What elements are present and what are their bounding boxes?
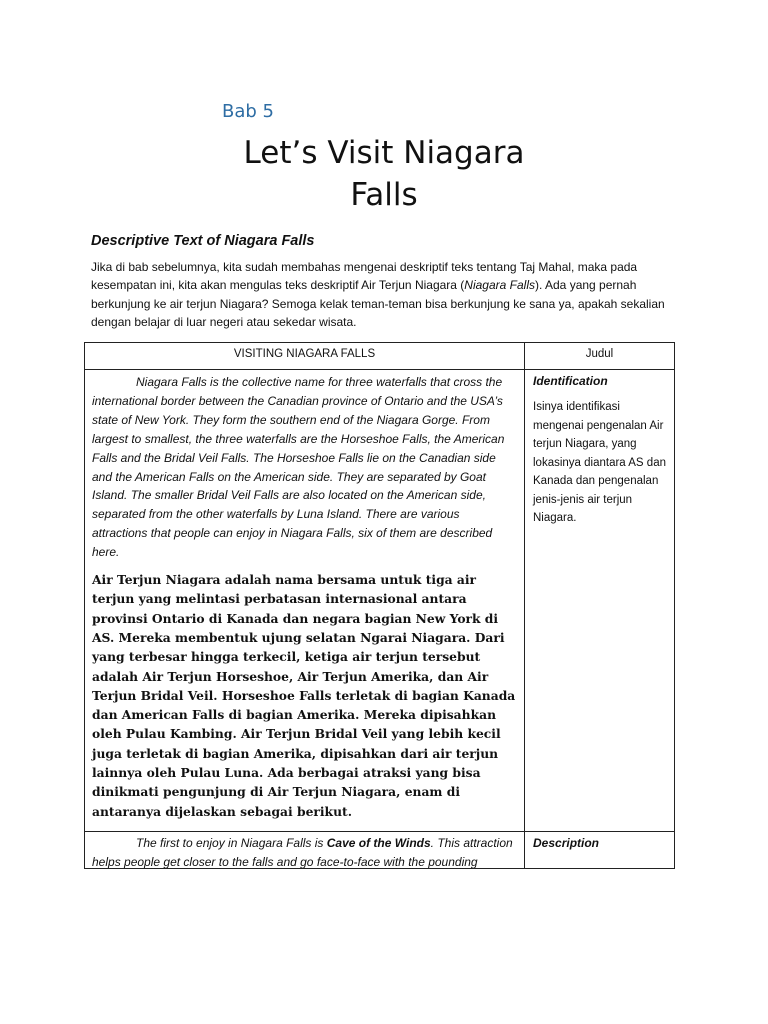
- intro-italic: Niagara Falls: [464, 278, 535, 293]
- text-cell: [85, 370, 525, 832]
- table-row: [85, 370, 675, 832]
- structure-label-description: Description: [533, 835, 600, 850]
- structure-table: [84, 342, 675, 869]
- indonesian-paragraph: Air Terjun Niagara adalah nama bersama untuk tiga air terjun yang melintasi perbatasan internasional antara provinsi Ontario di Kanada dan negara bagian New York di AS. Mereka membentuk ujung selatan Ngarai Niagara. Dari yang terbesar hingga terkecil, ketiga air terjun tersebut adalah Air Terjun Horseshoe, Air Terjun Amerika, dan Air Terjun Bridal Veil. Horseshoe Falls terletak di bagian Kanada dan American Falls di bagian Amerika. Mereka dipisahkan oleh Pulau Kambing. Air Terjun Bridal Veil yang lebih kecil juga terletak di bagian Amerika, dipisahkan dari air terjun lainnya oleh Pulau Luna. Ada berbagai atraksi yang bisa dinikmati pengunjung di Air Terjun Niagara, enam di antaranya dijelaskan sebagai berikut.: [92, 572, 516, 819]
- section-subtitle: Descriptive Text of Niagara Falls: [91, 233, 315, 249]
- text-cell: [85, 831, 525, 868]
- structure-cell: [525, 831, 675, 868]
- header-cell-text: VISITING NIAGARA FALLS: [85, 343, 525, 370]
- structure-cell: [525, 370, 675, 832]
- page-title: [0, 132, 768, 216]
- intro-text-2: ). Ada yang pernah berkunjung ke air terjun Niagara? Semoga kelak teman-teman bisa berkunjung ke sana ya, apakah sekalian dengan belajar di luar negeri atau sekedar wisata.: [91, 278, 665, 330]
- row2-bold: Cave of the Winds: [326, 835, 431, 850]
- intro-text-1: Jika di bab sebelumnya, kita sudah membahas mengenai deskriptif teks tentang Taj Mahal, maka pada kesempatan ini, kita akan mengulas teks deskriptif Air Terjun Niagara (: [91, 260, 638, 293]
- english-text: Niagara Falls is the collective name for three waterfalls that cross the international border between the Canadian province of Ontario and the USA’s state of New York. They form the southern end of the Niagara Gorge. From largest to smallest, the three waterfalls are the Horseshoe Falls, the American Falls and the Bridal Veil Falls. The Horseshoe Falls lie on the Canadian side and the American Falls on the American side. They are separated by Goat Island. The smaller Bridal Veil Falls are also located on the American side, separated from the other waterfalls by Luna Island. There are various attractions that people can enjoy in Niagara Falls, six of them are described here.: [92, 375, 505, 560]
- table-header-row: [85, 343, 675, 370]
- chapter-label: Bab 5: [222, 101, 274, 122]
- structure-label-identification: Identification: [533, 374, 608, 388]
- title-line-1: Let’s Visit Niagara: [243, 135, 525, 171]
- row2-text-before: The first to enjoy in Niagara Falls is: [136, 835, 327, 850]
- english-paragraph-2: [85, 832, 524, 868]
- title-line-2: Falls: [350, 177, 418, 213]
- table-row: [85, 831, 675, 868]
- header-cell-structure: Judul: [525, 343, 675, 370]
- row2-text-after: . This attraction helps people get closer to the falls and go face-to-face with the pounding: [92, 835, 513, 868]
- structure-note: Isinya identifikasi mengenai pengenalan Air terjun Niagara, yang lokasinya diantara AS dan Kanada dan pengenalan jenis-jenis air terjun Niagara.: [533, 401, 666, 524]
- intro-paragraph: [91, 258, 683, 332]
- english-paragraph: [85, 370, 524, 562]
